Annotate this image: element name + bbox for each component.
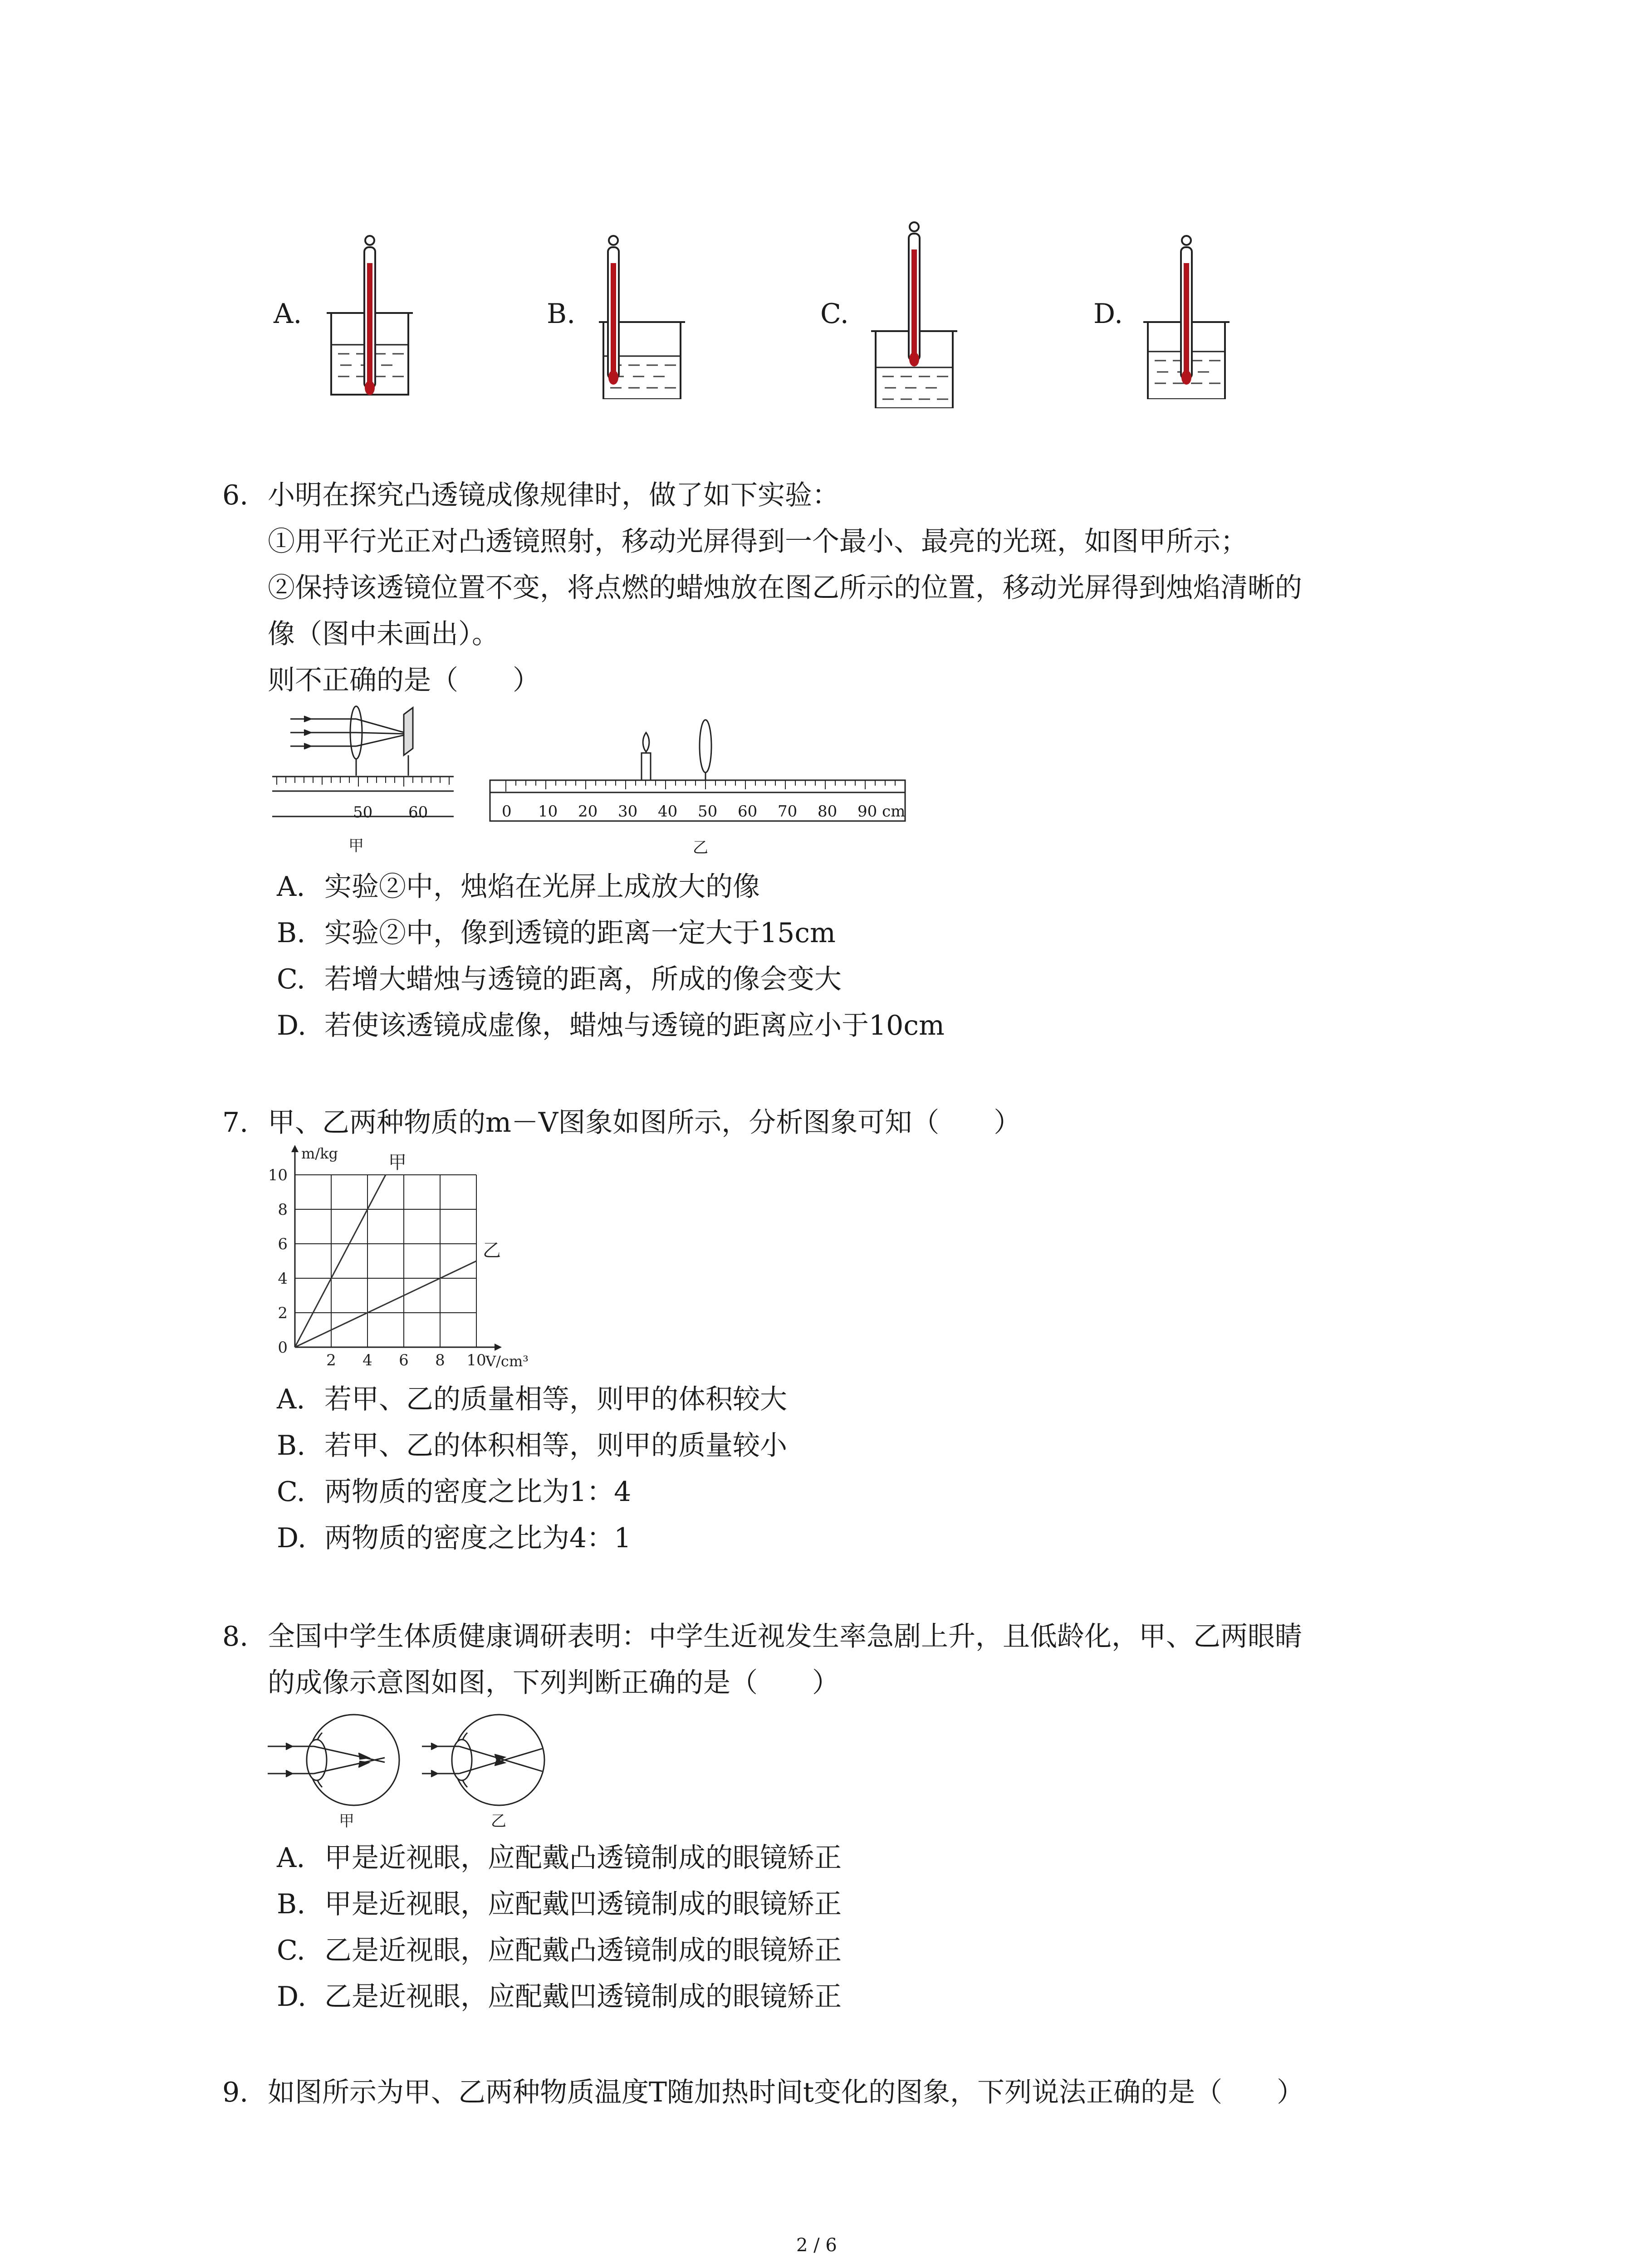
option-letter: D. xyxy=(277,1522,307,1554)
option-text: 若增大蜡烛与透镜的距离，所成的像会变大 xyxy=(324,963,842,995)
option-text: 实验②中，烛焰在光屏上成放大的像 xyxy=(324,871,760,903)
series-line xyxy=(295,1175,386,1347)
chart-labels xyxy=(268,1145,529,1370)
x-axis-label: V/cm³ xyxy=(485,1353,529,1370)
q7-option-a[interactable] xyxy=(277,1383,787,1415)
q6-yi-tick-20: 20 xyxy=(578,802,598,821)
page-number: 2 / 6 xyxy=(796,2235,837,2256)
q6-yi-tick-0: 0 xyxy=(502,802,512,821)
q8-caption-jia: 甲 xyxy=(339,1812,354,1830)
q9-number: 9. xyxy=(222,2077,249,2108)
q8-caption-yi: 乙 xyxy=(491,1812,506,1830)
series-line xyxy=(295,1261,476,1347)
q6-yi-tick-40: 40 xyxy=(658,802,678,821)
thermometer-beaker-a-figure xyxy=(318,231,422,399)
option-letter: D. xyxy=(277,1010,307,1041)
q5-option-d-label: D. xyxy=(1093,298,1123,330)
y-tick-label: 0 xyxy=(278,1339,288,1357)
chart-series xyxy=(295,1175,476,1347)
q6-jia-tick-50: 50 xyxy=(353,803,373,821)
option-letter: B. xyxy=(277,1430,306,1461)
q7-number: 7. xyxy=(222,1107,249,1139)
q6-jia-caption: 甲 xyxy=(348,837,364,855)
x-tick-label: 6 xyxy=(399,1351,409,1369)
q9-stem: 如图所示为甲、乙两种物质温度T随加热时间t变化的图象，下列说法正确的是（ ） xyxy=(268,2077,1304,2108)
y-tick-label: 6 xyxy=(278,1235,288,1253)
q7-option-b[interactable] xyxy=(277,1432,787,1459)
option-letter: B. xyxy=(277,1888,306,1920)
q6-yi-tick-30: 30 xyxy=(618,802,638,821)
q8-option-a[interactable] xyxy=(277,1844,842,1872)
q6-yi-tick-90cm: 90 cm xyxy=(857,802,906,821)
option-text: 甲是近视眼，应配戴凸透镜制成的眼镜矫正 xyxy=(324,1842,842,1874)
q6-yi-tick-50: 50 xyxy=(698,802,718,821)
q5-option-b-label: B. xyxy=(547,298,576,330)
q8-stem-line-1: 全国中学生体质健康调研表明：中学生近视发生率急剧上升，且低龄化，甲、乙两眼睛 xyxy=(268,1621,1302,1652)
q6-yi-caption: 乙 xyxy=(693,839,708,857)
option-text: 两物质的密度之比为4：1 xyxy=(324,1522,632,1554)
series-label: 甲 xyxy=(388,1152,407,1173)
series-label: 乙 xyxy=(483,1240,501,1261)
q6-option-a[interactable] xyxy=(277,871,760,903)
q8-number: 8. xyxy=(222,1621,249,1652)
chart-grid xyxy=(295,1175,476,1347)
chart-axes xyxy=(291,1145,502,1351)
q6-stem-line-1: 小明在探究凸透镜成像规律时，做了如下实验： xyxy=(268,479,839,511)
x-tick-label: 4 xyxy=(362,1351,372,1369)
q6-figure-jia xyxy=(268,703,458,853)
q6-option-b[interactable] xyxy=(277,919,836,947)
q6-stem-line-2: ①用平行光正对凸透镜照射，移动光屏得到一个最小、最亮的光斑，如图甲所示； xyxy=(268,526,1248,557)
q6-number: 6. xyxy=(222,479,249,511)
q5-option-c-label: C. xyxy=(820,298,849,330)
thermometer-beaker-b-figure xyxy=(590,231,694,399)
x-tick-label: 2 xyxy=(326,1351,336,1369)
q8-eye-jia-figure xyxy=(263,1710,413,1814)
option-text: 乙是近视眼，应配戴凸透镜制成的眼镜矫正 xyxy=(324,1935,842,1966)
q6-yi-tick-10: 10 xyxy=(538,802,558,821)
option-text: 若甲、乙的体积相等，则甲的质量较小 xyxy=(324,1430,787,1461)
q6-stem-line-5: 则不正确的是（ ） xyxy=(268,665,540,696)
q7-option-d[interactable] xyxy=(277,1522,632,1554)
x-tick-label: 8 xyxy=(435,1351,445,1369)
q6-option-d[interactable] xyxy=(277,1012,945,1039)
q5-option-a-label: A. xyxy=(274,298,302,330)
option-letter: D. xyxy=(277,1981,307,2013)
q6-yi-tick-60: 60 xyxy=(738,802,758,821)
option-text: 若使该透镜成虚像，蜡烛与透镜的距离应小于10cm xyxy=(324,1010,945,1041)
q6-jia-tick-60: 60 xyxy=(408,803,428,821)
option-text: 乙是近视眼，应配戴凹透镜制成的眼镜矫正 xyxy=(324,1981,842,2013)
option-letter: C. xyxy=(277,1476,305,1508)
y-axis-arrow xyxy=(291,1145,299,1152)
y-axis-label: m/kg xyxy=(301,1145,338,1162)
option-text: 两物质的密度之比为1：4 xyxy=(324,1476,632,1508)
option-letter: A. xyxy=(277,1842,305,1874)
q7-mv-chart xyxy=(263,1143,544,1379)
thermometer-beaker-d-figure xyxy=(1134,231,1239,399)
y-tick-label: 2 xyxy=(278,1304,288,1322)
y-tick-label: 4 xyxy=(278,1270,288,1288)
q8-eye-yi-figure xyxy=(417,1710,567,1814)
y-tick-label: 8 xyxy=(278,1201,288,1219)
y-tick-label: 10 xyxy=(268,1166,288,1184)
q8-option-c[interactable] xyxy=(277,1937,842,1964)
q6-option-c[interactable] xyxy=(277,963,842,995)
q6-stem-line-4: 像（图中未画出）。 xyxy=(268,618,499,650)
q6-yi-tick-70: 70 xyxy=(778,802,798,821)
option-text: 甲是近视眼，应配戴凹透镜制成的眼镜矫正 xyxy=(324,1888,842,1920)
option-letter: B. xyxy=(277,917,306,949)
q8-option-d[interactable] xyxy=(277,1981,842,2013)
option-letter: A. xyxy=(277,1383,305,1415)
thermometer-beaker-c-figure xyxy=(862,218,966,408)
option-letter: C. xyxy=(277,963,305,995)
option-letter: A. xyxy=(277,871,305,903)
q7-stem: 甲、乙两种物质的m－V图象如图所示，分析图象可知（ ） xyxy=(268,1107,1021,1139)
x-tick-label: 10 xyxy=(466,1351,486,1369)
q7-option-c[interactable] xyxy=(277,1476,632,1508)
option-letter: C. xyxy=(277,1935,305,1966)
option-text: 实验②中，像到透镜的距离一定大于15cm xyxy=(324,917,836,949)
q8-stem-line-2: 的成像示意图如图，下列判断正确的是（ ） xyxy=(268,1667,839,1699)
x-axis-arrow xyxy=(495,1344,502,1351)
option-text: 若甲、乙的质量相等，则甲的体积较大 xyxy=(324,1383,787,1415)
q6-stem-line-3: ②保持该透镜位置不变，将点燃的蜡烛放在图乙所示的位置，移动光屏得到烛焰清晰的 xyxy=(268,572,1302,604)
q6-yi-tick-80: 80 xyxy=(818,802,838,821)
q8-option-b[interactable] xyxy=(277,1888,842,1920)
